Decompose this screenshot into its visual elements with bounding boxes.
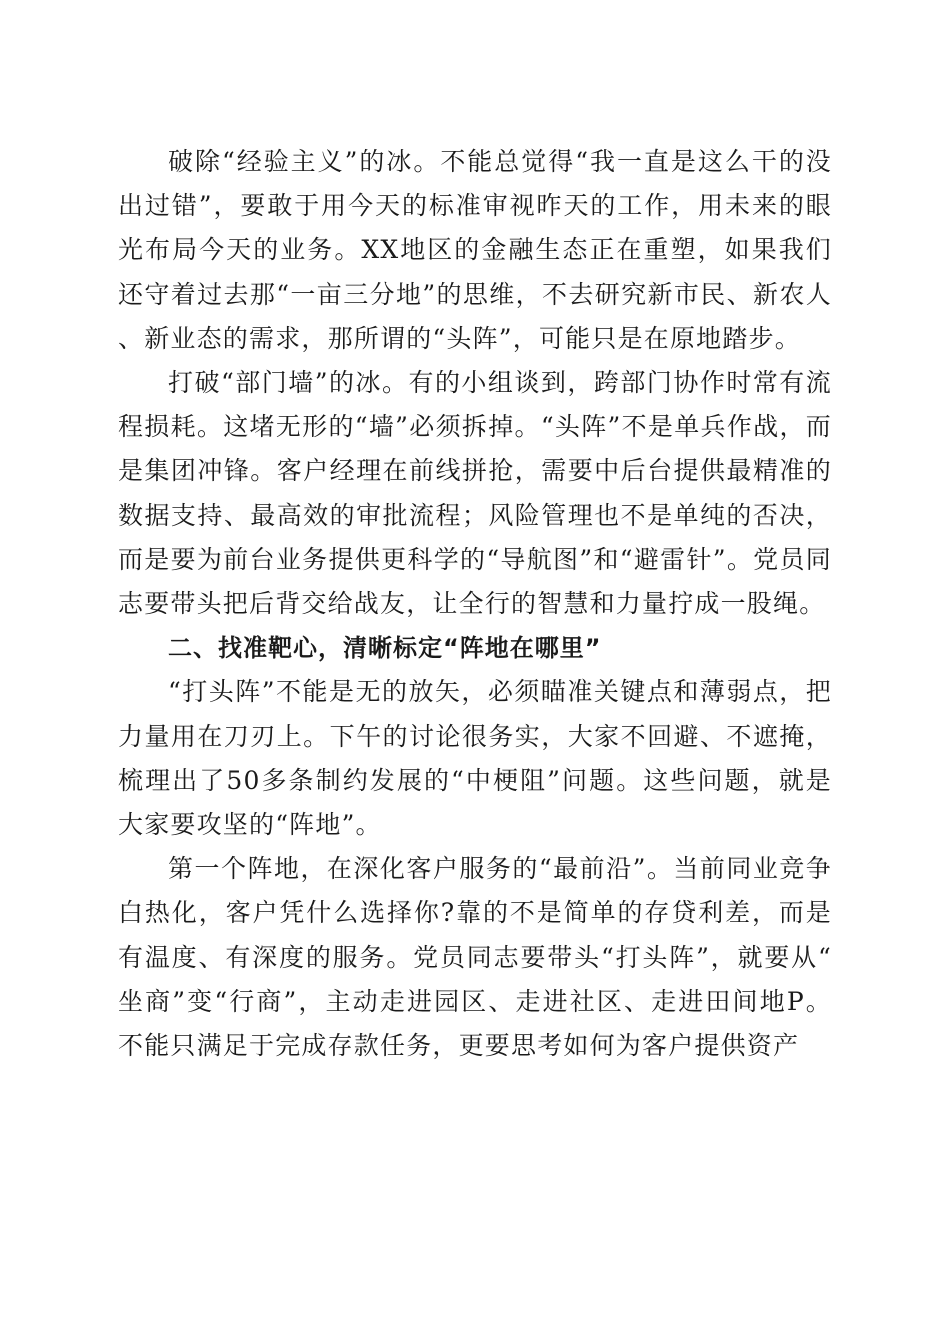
document-body	[118, 140, 832, 1068]
paragraph-department-wall: 打破“部门墙”的冰。有的小组谈到，跨部门协作时常有流程损耗。这堵无形的“墙”必须拆掉。“头阵”不是单兵作战，而是集团冲锋。客户经理在前线拼抢，需要中后台提供最精准的数据支持、最高效的审批流程；风险管理也不是单纯的否决，而是要为前台业务提供更科学的“导航图”和“避雷针”。党员同志要带头把后背交给战友，让全行的智慧和力量拧成一股绳。	[118, 368, 832, 619]
paragraph-first-front: 第一个阵地，在深化客户服务的“最前沿”。当前同业竞争白热化，客户凭什么选择你?靠的不是简单的存贷利差，而是有温度、有深度的服务。党员同志要带头“打头阵”，就要从“坐商”变“行商”，主动走进园区、走进社区、走进田间地P。不能只满足于完成存款任务，更要思考如何为客户提供资产	[118, 854, 832, 1061]
paragraph-target-points: “打头阵”不能是无的放矢，必须瞄准关键点和薄弱点，把力量用在刀刃上。下午的讨论很务实，大家不回避、不遮掩，梳理出了50多条制约发展的“中梗阻”问题。这些问题，就是大家要攻坚的“阵地”。	[118, 677, 832, 840]
section-heading: 二、找准靶心，清晰标定“阵地在哪里”	[168, 634, 602, 663]
paragraph-experience-ice: 破除“经验主义”的冰。不能总觉得“我一直是这么干的没出过错”，要敢于用今天的标准审视昨天的工作，用未来的眼光布局今天的业务。XX地区的金融生态正在重塑，如果我们还守着过去那“一亩三分地”的思维，不去研究新市民、新农人、新业态的需求，那所谓的“头阵”，可能只是在原地踏步。	[118, 147, 832, 353]
